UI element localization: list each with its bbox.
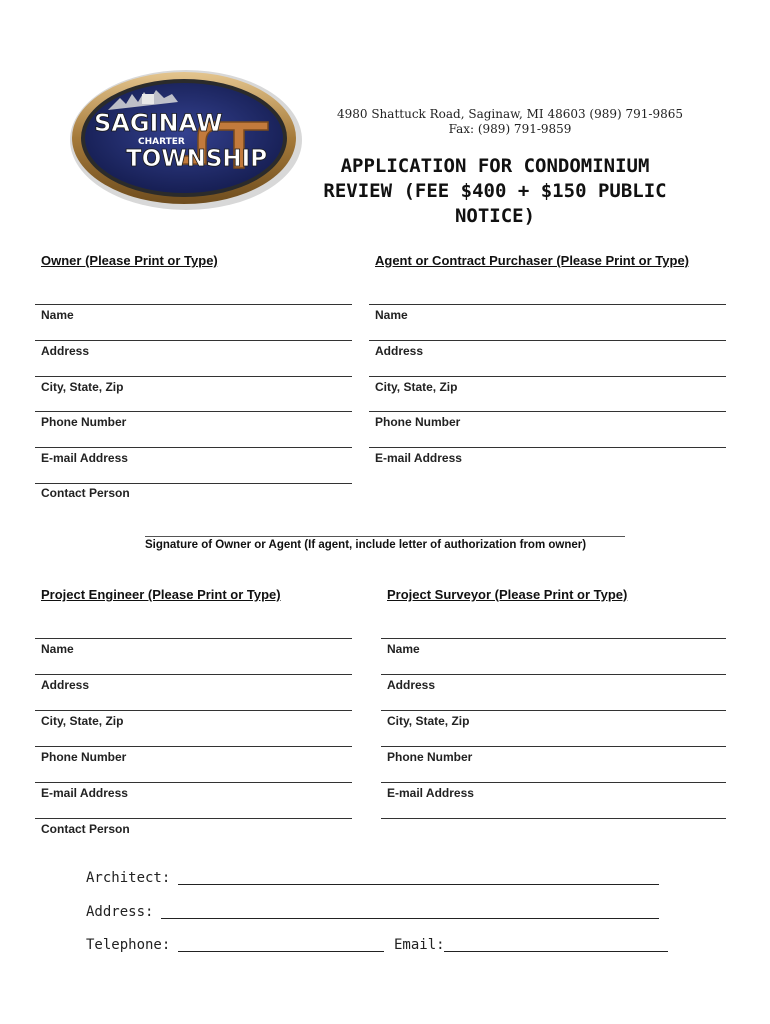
engineer-address-field[interactable]	[35, 674, 352, 675]
owner-address-field[interactable]	[35, 340, 352, 341]
engineer-name-field[interactable]	[35, 638, 352, 639]
surveyor-city-field[interactable]	[381, 710, 726, 711]
title-line-1: APPLICATION FOR CONDOMINIUM	[340, 155, 650, 177]
surveyor-extra-line[interactable]	[381, 818, 726, 819]
owner-name-field[interactable]	[35, 304, 352, 305]
owner-contact-field[interactable]	[35, 483, 352, 484]
surveyor-name-field[interactable]	[381, 638, 726, 639]
owner-city-field[interactable]	[35, 376, 352, 377]
signature-label: Signature of Owner or Agent (If agent, include letter of authorization from owner)	[145, 539, 587, 551]
owner-heading: Owner (Please Print or Type)	[41, 253, 218, 268]
logo-emblem	[68, 64, 304, 212]
surveyor-email-field[interactable]	[381, 782, 726, 783]
surveyor-phone-field[interactable]	[381, 746, 726, 747]
title-line-2: REVIEW (FEE $400 + $150 PUBLIC	[323, 180, 667, 202]
logo-word-bottom: TOWNSHIP	[126, 146, 268, 172]
page-title	[300, 154, 690, 229]
office-address: 4980 Shattuck Road, Saginaw, MI 48603 (989) 791-9865	[336, 107, 684, 121]
surveyor-city-label: City, State, Zip	[387, 714, 470, 728]
title-line-3: NOTICE)	[454, 205, 536, 227]
logo-word-top: SAGINAW	[94, 109, 223, 137]
township-logo	[68, 64, 304, 212]
architect-label: Architect:	[86, 870, 171, 886]
agent-phone-field[interactable]	[369, 411, 726, 412]
engineer-city-label: City, State, Zip	[41, 714, 124, 728]
owner-name-label: Name	[41, 308, 74, 322]
owner-email-field[interactable]	[35, 447, 352, 448]
owner-city-label: City, State, Zip	[41, 380, 124, 394]
surveyor-phone-label: Phone Number	[387, 750, 473, 764]
architect-address-field[interactable]	[161, 918, 659, 919]
agent-address-field[interactable]	[369, 340, 726, 341]
owner-address-label: Address	[41, 344, 90, 358]
architect-telephone-label: Telephone:	[86, 937, 171, 953]
engineer-phone-field[interactable]	[35, 746, 352, 747]
engineer-address-label: Address	[41, 678, 90, 692]
signature-field[interactable]	[145, 536, 625, 537]
engineer-city-field[interactable]	[35, 710, 352, 711]
architect-field[interactable]	[178, 884, 659, 885]
engineer-email-label: E-mail Address	[41, 786, 128, 800]
agent-name-field[interactable]	[369, 304, 726, 305]
surveyor-address-field[interactable]	[381, 674, 726, 675]
agent-name-label: Name	[375, 308, 408, 322]
logo-word-middle: CHARTER	[138, 137, 185, 147]
engineer-contact-label: Contact Person	[41, 822, 130, 836]
office-fax: Fax: (989) 791-9859	[448, 122, 572, 136]
owner-email-label: E-mail Address	[41, 451, 128, 465]
architect-email-label: Email:	[394, 937, 445, 953]
engineer-phone-label: Phone Number	[41, 750, 127, 764]
engineer-heading: Project Engineer (Please Print or Type)	[41, 587, 281, 602]
agent-email-label: E-mail Address	[375, 451, 462, 465]
owner-phone-label: Phone Number	[41, 415, 127, 429]
surveyor-email-label: E-mail Address	[387, 786, 474, 800]
architect-email-field[interactable]	[444, 951, 668, 952]
owner-phone-field[interactable]	[35, 411, 352, 412]
agent-email-field[interactable]	[369, 447, 726, 448]
engineer-email-field[interactable]	[35, 782, 352, 783]
surveyor-heading: Project Surveyor (Please Print or Type)	[387, 587, 628, 602]
architect-address-label: Address:	[86, 904, 154, 920]
engineer-name-label: Name	[41, 642, 74, 656]
engineer-contact-field[interactable]	[35, 818, 352, 819]
architect-telephone-field[interactable]	[178, 951, 384, 952]
owner-contact-label: Contact Person	[41, 486, 130, 500]
agent-phone-label: Phone Number	[375, 415, 461, 429]
surveyor-address-label: Address	[387, 678, 436, 692]
agent-city-label: City, State, Zip	[375, 380, 458, 394]
agent-city-field[interactable]	[369, 376, 726, 377]
surveyor-name-label: Name	[387, 642, 420, 656]
agent-heading: Agent or Contract Purchaser (Please Print or Type)	[375, 253, 689, 268]
agent-address-label: Address	[375, 344, 424, 358]
